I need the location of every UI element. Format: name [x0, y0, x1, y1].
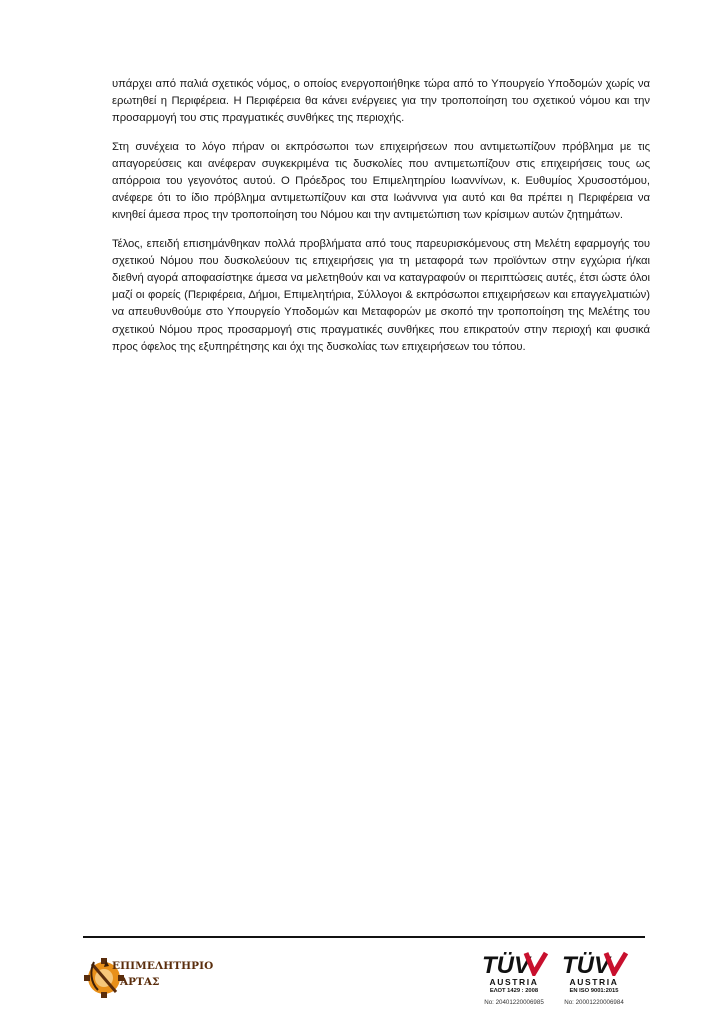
- document-body: [112, 76, 650, 367]
- tuv-certificate-1: [478, 950, 550, 1008]
- paragraph-2: Στη συνέχεια το λόγο πήραν οι εκπρόσωποι των επιχειρήσεων που αντιμετωπίζουν πρόβλημα με τις απαγορεύσεις και ανέφεραν συγκεκριμένα τις δυσκολίες που αντιμετωπίζουν στις επιχειρήσεις τους ως απόρροια του γεγονότος αυτού. Ο Πρόεδρος του Επιμελητηρίου Ιωαννίνων, κ. Ευθυμίος Χρυσοστόμου, ανέφερε ότι το ίδιο πρόβλημα αντιμετωπίζουν και στα Ιωάννινα για αυτό και θα πρέπει η Περιφέρεια να κινηθεί άμεσα προς την τροποποίηση του Νόμου και την αντιμετώπιση των κρίσιμων αυτών ζητημάτων.: [112, 140, 650, 222]
- cert-standard: ΕΛΟΤ 1429 : 2008: [489, 988, 539, 994]
- tuv-certificate-2: [558, 950, 630, 1008]
- cert-number: No: 20001220006984: [564, 999, 624, 1006]
- tuv-mark-text: TÜV: [482, 952, 530, 976]
- cert-number: No: 20401220006985: [484, 999, 544, 1006]
- cert-standard: EN ISO 9001:2015: [569, 988, 619, 994]
- logo-line1: ΕΠΙΜΕΛΗΤΗΡΙΟ: [112, 960, 214, 972]
- footer-divider: [83, 936, 645, 938]
- tuv-logo-icon: [478, 950, 550, 976]
- tuv-mark-text: TÜV: [562, 952, 610, 976]
- tuv-logo-icon: [558, 950, 630, 976]
- cert-country: AUSTRIA: [489, 977, 539, 987]
- paragraph-3: Τέλος, επειδή επισημάνθηκαν πολλά προβλήματα από τους παρευρισκόμενους στη Μελέτη εφαρμογής του σχετικού Νόμου που δυσκολεύουν τις επιχειρήσεις για τη μεταφορά των προϊόντων στην εγχώρια ή/και διεθνή αγορά αποφασίστηκε άμεσα να μελετηθούν και να καταγραφούν οι περιπτώσεις αυτές, έτσι ώστε όλοι μαζί οι φορείς (Περιφέρεια, Δήμοι, Επιμελητήρια, Σύλλογοι & εκπρόσωποι επιχειρήσεων και επαγγελματιών) να απευθυνθούμε στο Υπουργείο Υποδομών και Μεταφορών με σκοπό την τροποποίηση της Μελέτης του σχετικού Νόμου προς προσαρμογή στις πραγματικές συνθήκες που επικρατούν στην περιοχή και φυσικά προς όφελος της εξυπηρέτησης και όχι της δυσκολίας των επιχειρήσεων του τόπου.: [112, 237, 650, 353]
- logo-line2: ΑΡΤΑΣ: [120, 976, 160, 988]
- cert-country: AUSTRIA: [569, 977, 619, 987]
- paragraph-1: υπάρχει από παλιά σχετικός νόμος, ο οποίος ενεργοποιήθηκε τώρα από το Υπουργείο Υποδομών χωρίς να ερωτηθεί η Περιφέρεια. Η Περιφέρεια θα κάνει ενέργειες για την τροποποίηση του σχετικού νόμου και την προσαρμογή του στις πραγματικές συνθήκες της περιοχής.: [112, 78, 650, 125]
- chamber-logo: [84, 952, 214, 1000]
